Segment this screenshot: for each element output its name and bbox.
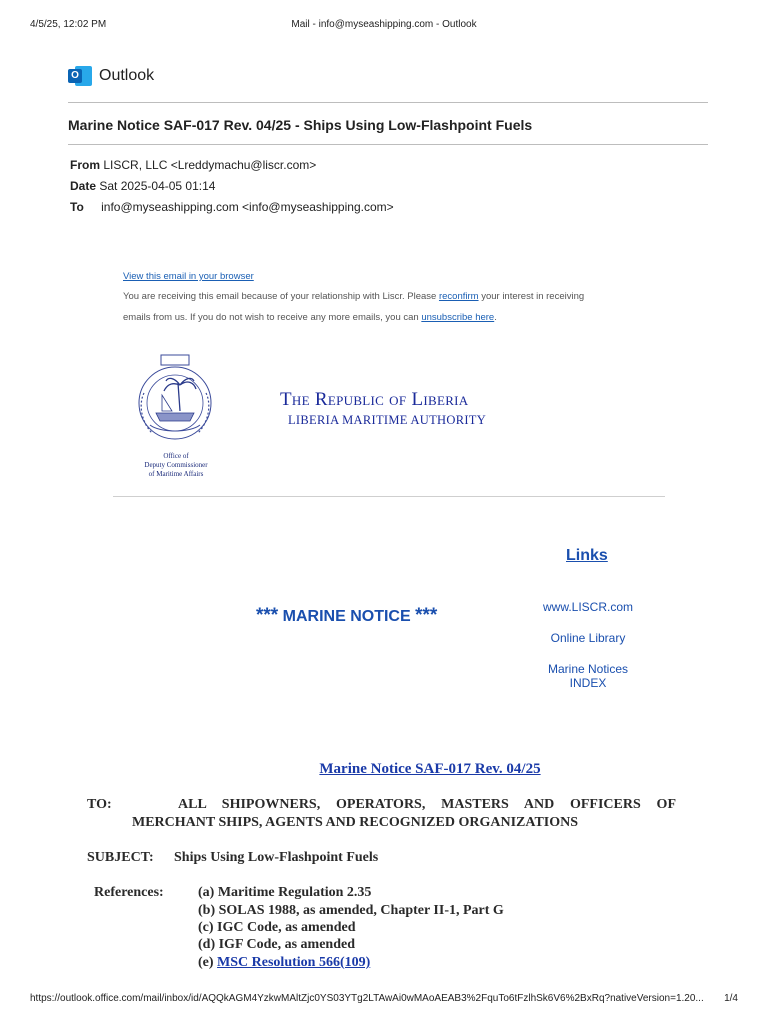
view-in-browser-row bbox=[123, 271, 254, 282]
date-row bbox=[70, 179, 215, 193]
outlook-brand[interactable] bbox=[68, 62, 154, 90]
receiving-text: You are receiving this email because of your relationship with Liscr. Please bbox=[123, 291, 439, 302]
link-marine-notices[interactable]: Marine Notices INDEX bbox=[547, 662, 629, 690]
links-heading: Links bbox=[566, 547, 608, 564]
references-heading: References: bbox=[94, 885, 164, 900]
liberia-seal-icon bbox=[134, 353, 216, 445]
date-value: Sat 2025-04-05 01:14 bbox=[99, 179, 216, 193]
to-label: To bbox=[70, 200, 84, 214]
reference-item: (d) IGF Code, as amended bbox=[198, 937, 355, 952]
receiving-text: emails from us. If you do not wish to receive any more emails, you can bbox=[123, 312, 422, 323]
divider bbox=[68, 102, 708, 103]
print-header bbox=[30, 19, 738, 33]
reference-item: (b) SOLAS 1988, as amended, Chapter II-1, Part G bbox=[198, 903, 504, 918]
reference-item: (c) IGC Code, as amended bbox=[198, 920, 356, 935]
receiving-text: . bbox=[494, 312, 497, 323]
reconfirm-link[interactable]: reconfirm bbox=[438, 291, 479, 302]
outlook-icon: O bbox=[68, 64, 92, 88]
stars: *** bbox=[256, 605, 279, 626]
print-url: https://outlook.office.com/mail/inbox/id/AQQkAGM4YzkwMAltZjc0YS03YTg2LTAwAi0wMAoAEAB3%2FquTo6tFzlhSk6V6%2BxRq?nativeVersion=1.20... bbox=[30, 993, 704, 1004]
subject-value: Ships Using Low-Flashpoint Fuels bbox=[174, 850, 379, 865]
marine-notice-banner bbox=[256, 605, 437, 627]
msc-resolution-link[interactable]: MSC Resolution 566(109) bbox=[217, 955, 371, 970]
receiving-notice-line-2 bbox=[123, 312, 497, 323]
from-value[interactable]: LISCR, LLC <Lreddymachu@liscr.com> bbox=[103, 158, 317, 172]
subject-heading: SUBJECT: bbox=[87, 850, 154, 865]
link-online-library[interactable]: Online Library bbox=[550, 631, 626, 645]
notice-title-link[interactable]: Marine Notice SAF-017 Rev. 04/25 bbox=[319, 761, 541, 777]
reference-item: (e) MSC Resolution 566(109) bbox=[198, 955, 371, 970]
stars: *** bbox=[415, 605, 438, 626]
page-number: 1/4 bbox=[724, 993, 738, 1004]
reference-item: (a) Maritime Regulation 2.35 bbox=[198, 885, 372, 900]
from-row bbox=[70, 158, 316, 172]
to-heading: TO: bbox=[87, 797, 112, 812]
divider bbox=[113, 496, 665, 497]
email-subject: Marine Notice SAF-017 Rev. 04/25 - Ships Using Low-Flashpoint Fuels bbox=[68, 117, 533, 133]
unsubscribe-link[interactable]: unsubscribe here bbox=[421, 312, 495, 323]
receiving-text: your interest in receiving bbox=[478, 291, 585, 302]
link-liscr[interactable]: www.LISCR.com bbox=[542, 600, 634, 614]
receiving-notice-line-1 bbox=[123, 291, 584, 302]
view-in-browser-link[interactable]: View this email in your browser bbox=[123, 271, 254, 282]
to-value[interactable]: info@myseashipping.com <info@myseashipping.com> bbox=[101, 200, 394, 214]
date-label: Date bbox=[70, 179, 97, 193]
app-name: Outlook bbox=[99, 67, 155, 84]
marine-notice-text: MARINE NOTICE bbox=[282, 608, 411, 625]
print-footer bbox=[30, 993, 738, 1007]
print-title: Mail - info@myseashipping.com - Outlook bbox=[291, 19, 477, 30]
to-line-2: MERCHANT SHIPS, AGENTS AND RECOGNIZED ORGANIZATIONS bbox=[132, 815, 579, 830]
from-label: From bbox=[70, 158, 100, 172]
print-date: 4/5/25, 12:02 PM bbox=[30, 19, 107, 30]
to-line-1: ALL SHIPOWNERS, OPERATORS, MASTERS AND OFFICERS OF bbox=[178, 797, 676, 812]
authority-heading: LIBERIA MARITIME AUTHORITY bbox=[288, 413, 487, 427]
republic-heading: The Republic of Liberia bbox=[280, 389, 469, 410]
office-caption: Office of Deputy Commissioner of Maritime Affairs bbox=[144, 452, 208, 478]
divider bbox=[68, 144, 708, 145]
to-row bbox=[70, 200, 394, 214]
